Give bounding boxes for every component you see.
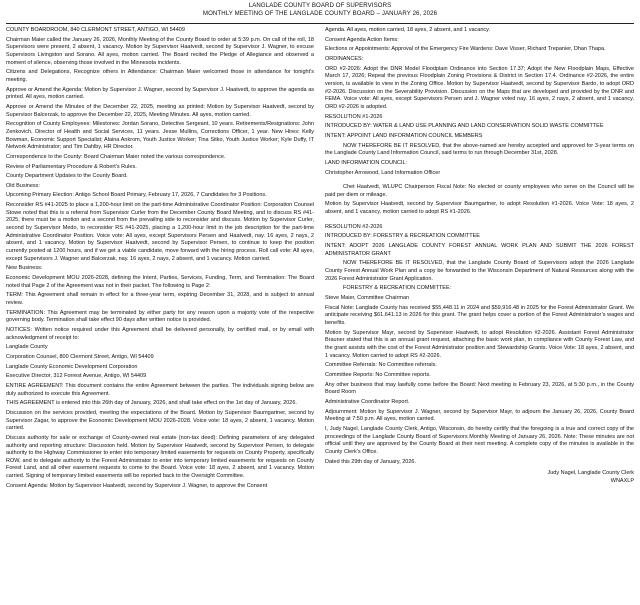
minutes-paragraph: Approve or Amend the Minutes of the December 22, 2025, meeting as printed: Motion by Supervisor Haatvedt, second by Supervisor Balcerzak, to approve the December 22, 2025, Meeting Minutes. All ayes, motion carried. — [6, 103, 314, 118]
minutes-paragraph: Chet Haatvedt, WLUPC Chairperson Fiscal Note: No elected or county employees who serve on the Council will be paid per diem or mileage. — [325, 184, 634, 198]
minutes-paragraph: Corporation Counsel, 800 Clermont Street, Antigo, WI 54409 — [6, 353, 154, 360]
right-column — [325, 27, 634, 605]
minutes-paragraph: NOW THEREFORE BE IT RESOLVED, that the Langlade County Board of Supervisors adopt the 2026 Langlade County Forest Annual Work Plan and a copy be forwarded to the Wisconsin Department of Natural Resources along with the 2026 Forest Administrator Grant Application. — [325, 260, 634, 282]
minutes-paragraph: Steve Maier, Committee Chairman — [325, 295, 410, 302]
minutes-paragraph: Discussion on the services provided, meeting the expectations of the Board. Motion by Supervisor Baumgartner, second by Supervisor Zagar, to approve the Economic Development MOU 2026-2028. Voice vote: 18 ayes, 2 absent, 1 vacancy. Motion carried. — [6, 409, 314, 432]
minutes-paragraph: Citizens and Delegations, Recognize others in Attendance: Chairman Maier welcomed those in attendance for tonight’s meeting. — [6, 69, 314, 83]
minutes-paragraph: TERM: This Agreement shall remain in effect for a three-year term, expiring December 31, 2028, and is subject to annual review. — [6, 292, 314, 306]
right-column-paragraphs — [325, 27, 634, 466]
clerk-signature: Judy Nagel, Langlade County Clerk — [547, 470, 634, 477]
minutes-paragraph: Any other business that may lawfully come before the Board: Next meeting is February 23, 2026, at 5:30 p.m., in the County Board Room — [325, 381, 634, 396]
minutes-paragraph: INTRODUCED BY: FORESTRY & RECREATION COMMITTEE — [325, 233, 480, 240]
minutes-paragraph: Consent Agenda Action Items: — [325, 36, 399, 43]
minutes-paragraph: NOW THEREFORE BE IT RESOLVED, that the above-named are hereby accepted and approved for 3-year terms on the Langlade County Land Information Council, said terms to run through December 31st, 2028. — [325, 142, 634, 157]
minutes-paragraph: I, Judy Nagel, Langlade County Clerk, Antigo, Wisconsin, do hereby certify that the foregoing is a true and correct copy of the proceedings of the Langlade County Board of Supervisors Monthly Meeting of January 26, 2026. Note: These minutes are not official until they are approved by the County Board at their next meeting. A complete copy of the minutes is available in the County Clerk’s Office. — [325, 425, 634, 455]
minutes-paragraph: THIS AGREEMENT is entered into this 26th day of January, 2026, and shall take effect on the 1st day of January, 2026. — [6, 400, 297, 407]
minutes-paragraph: INTENT: ADOPT 2026 LANGLADE COUNTY FOREST ANNUAL WORK PLAN AND SUBMIT THE 2026 FOREST ADMINISTRATOR GRANT — [325, 243, 634, 257]
minutes-paragraph: Review of Parliamentary Procedure & Robert’s Rules. — [6, 163, 137, 170]
left-column — [6, 27, 314, 605]
minutes-paragraph: ENTIRE AGREEMENT: This document contains the entire Agreement between the parties. The individuals signing below are duly authorized to execute this Agreement. — [6, 382, 314, 397]
minutes-paragraph: RESOLUTION #1-2026 — [325, 113, 383, 120]
minutes-paragraph: Chairman Maier called the January 26, 2026, Monthly Meeting of the County Board to order at 5:39 p.m. On call of the roll, 18 Supervisors were present, 2 absent, 1 vacancy. Motion by Supervisor Haatvedt, second by Supervisor J. Wagner, to excuse Supervisors Livingston and Sorano. All ayes, motion carried. The Board recited the Pledge of Allegiance and observed a moment of silence, observing those involved in the Minnesota incidents. — [6, 36, 314, 66]
minutes-paragraph: INTENT: APPOINT LAND INFORMATION COUNCIL MEMBERS — [325, 132, 483, 139]
minutes-paragraph: Executive Director, 312 Forrest Avenue, Antigo, WI 54409 — [6, 373, 147, 380]
minutes-paragraph: County Department Updates to the County Board. — [6, 173, 128, 180]
minutes-paragraph: Committee Referrals: No Committee referrals. — [325, 362, 437, 369]
minutes-paragraph: Economic Development MOU 2026-2028, defining the Intent, Parties, Services, Funding, Term, and Termination: The Board noted that Page 2 of the Agreement was not in their packet. The following is Page 2: — [6, 275, 314, 289]
minutes-paragraph: Elections or Appointments: Approval of the Emergency Fire Wardens: Dave Visser, Richard Trepanier, Dhan Thapa. — [325, 46, 606, 53]
publication-code: WNAXLP — [610, 477, 634, 484]
minutes-paragraph: RESOLUTION #2-2026 — [325, 223, 383, 230]
minutes-paragraph: Agenda. All ayes, motion carried, 18 ayes, 2 absent, and 1 vacancy. — [325, 27, 490, 33]
minutes-paragraph: Fiscal Note: Langlade County has received $55,448.11 in 2024 and $59,916.48 in 2025 for the Forest Administrator Grant. We anticipate receiving $61,641.13 in 2026 for this grant. The grant helps cover a portion of the Forest Administrator’s wages and benefits. — [325, 304, 634, 326]
minutes-paragraph: Dated this 29th day of January, 2026. — [325, 458, 417, 465]
minutes-paragraph: Langlade County — [6, 344, 48, 351]
minutes-paragraph: Motion by Supervisor Haatvedt, second by Supervisor Baumgartner, to adopt Resolution #1-2026. Voice Vote: 18 ayes, 2 absent, and 1 vacancy, motion carried to adopt RS #1-2026. — [325, 201, 634, 216]
minutes-paragraph: Langlade County Economic Development Corporation — [6, 363, 138, 370]
minutes-paragraph: New Business: — [6, 265, 43, 272]
minutes-paragraph: Administrative Coordinator Report. — [325, 398, 410, 405]
header-divider — [6, 23, 634, 24]
minutes-paragraph: Committee Reports: No Committee reports. — [325, 371, 431, 378]
minutes-paragraph: Correspondence to the County: Board Chairman Maier noted the various correspondence. — [6, 153, 226, 160]
minutes-paragraph: LAND INFORMATION COUNCIL: — [325, 159, 408, 166]
masthead — [0, 0, 640, 18]
minutes-paragraph: ORD #2-2026: Adopt the DNR Model Floodplain Ordinance into Section 17.37; Adopt the New Floodplain Maps, Effective March 17, 2026; Repeal the previous Floodplain Zoning Provisions & District in Section 17.4. Ordinance #2-2026, the entire version, is available to view in the Zoning Office. Motion by Supervisor Haatvedt, second by Supervisor Bardo, to adopt ORD #2-2026. Discussion on the Severability Provision. Discussion on the Maps that are developed and provided by the DNR and FEMA. Voice vote: All ayes, except Supervisors Persen and J. Wagner voted nay. 16 ayes, 2 nays, 2 absent, and 1 vacancy. ORD #2-2026 is adopted. — [325, 65, 634, 110]
minutes-paragraph: INTRODUCED BY: WATER & LAND USE PLANNING AND LAND CONSERVATION SOLID WASTE COMMITTEE — [325, 123, 604, 130]
minutes-paragraph: Adjournment: Motion by Supervisor J. Wagner, second by Supervisor Mayr, to adjourn the January 26, 2026, County Board Meeting at 7:50 p.m. All ayes, motion carried. — [325, 408, 634, 423]
minutes-paragraph: ORDINANCES: — [325, 55, 364, 62]
minutes-paragraph: Upcoming Primary Election: Antigo School Board Primary, February 17, 2026, 7 Candidates for 3 Positions. — [6, 192, 267, 199]
minutes-paragraph: Recognition of County Employees: Milestones: Jordan Sorano, Detective Sergeant, 10 years. Retirements/Resignations: John Zenkovich, Director of Health and Social Services, 11 years. Jesse Mullins, Corrections Officer, 1 year. New Hires: Kelly Bowman, Economic Support Specialist; Alaina Ankrom, Youth Justice Worker; Tina Sitko, Youth Justice Worker; Kyle Duffy, IT Network Administrator; and Tim Dahlby, HR Director. — [6, 121, 314, 151]
notice-subtitle: MONTHLY MEETING OF THE LANGLADE COUNTY BOARD – JANUARY 26, 2026 — [202, 10, 438, 17]
minutes-paragraph: Old Business: — [6, 182, 40, 189]
minutes-paragraph: FORESTRY & RECREATION COMMITTEE: — [343, 285, 452, 292]
minutes-paragraph: Consent Agenda: Motion by Supervisor Haatvedt, second by Supervisor J. Wagner, to approve the Consent — [6, 482, 268, 489]
minutes-paragraph: COUNTY BOARDROOM, 840 CLERMONT STREET, ANTIGO, WI 54409 — [6, 27, 185, 33]
notice-title: LANGLADE COUNTY BOARD OF SUPERVISORS — [248, 2, 392, 9]
minutes-paragraph: Approve or Amend the Agenda: Motion by Supervisor J. Wagner, second by Supervisor J. Haatvedt, to approve the agenda as printed. All ayes, motion carried. — [6, 86, 314, 101]
minutes-paragraph: TERMINATION: This Agreement may be terminated by either party for any reason upon a majority vote of the respective governing body. Termination shall take effect 90 days after written notice is provided. — [6, 309, 314, 324]
minutes-paragraph: Reconsider RS #41-2025 to place a 1,200-hour limit on the part-time Administrative Coordinator Position: Corporation Counsel Stowe noted that this is a referral from Supervisor Curler from the December County Board Meeting, and to discuss RS #41-2025, there must be a motion and a second from the prevailing side to reconsider and discuss. Motion by Supervisor Curler, second by Supervisor Medo, to reconsider RS #41-2025, placing a 1,200-hour limit in the job description for the part-time Administrative Coordinator Position. Voice vote: All ayes, except Supervisors Persen and Haatvedt, nay. 16 ayes, 2 nays, 2 absent, and 1 vacancy. Motion by Supervisor Haatvedt, second by Supervisor Persen, to continue to keep the position currently posted at 1200 hours, and if we get a viable candidate, move forward with the hiring process. Roll call vote: All ayes, except Supervisors J. Wagner and Balcerzak, nay. 16 ayes, 2 nays, 2 absent, and 1 vacancy. Motion carried. — [6, 202, 314, 262]
minutes-paragraph: Discuss authority for sale or exchange of County-owned real estate (non-tax deed): Defining parameters of any delegated authority and reporting structure: Discussion held. Motion by Supervisor Haatvedt, second by Supervisor Persen, to delegate authority to the Highway Commissioner to enter into temporary limited easements for requests on County Property, specifically ROW, and to delegate authority to the Forest Administrator to enter into temporary limited easements for requests on County Forest Land, and all other easement requests to come to the Board. Voice vote: 18 ayes, 2 absent, and 1 vacancy. Motion carried. Signing of temporary limited easements will be reported back to the Oversight Committee. — [6, 434, 314, 480]
minutes-paragraph: Christopher Arrowood, Land Information Officer — [325, 169, 441, 176]
minutes-paragraph: Motion by Supervisor Mayr, second by Supervisor Haatvedt, to adopt Resolution #2-2026. Assistant Forest Administrator Brauner stated that this is an annual grant request, attaching the basic work plan, in compliance with County Forest Law, and the grant assists with the cost of the Forest Administrator position and Stewardship Grants. Voice Vote: 18 ayes, 2 absent, and 1 vacancy. Motion carried to adopt RS #2-2026. — [325, 329, 634, 359]
minutes-paragraph: NOTICES: Written notice required under this Agreement shall be delivered personally, by certified mail, or by email with acknowledgment of receipt to: — [6, 326, 314, 341]
